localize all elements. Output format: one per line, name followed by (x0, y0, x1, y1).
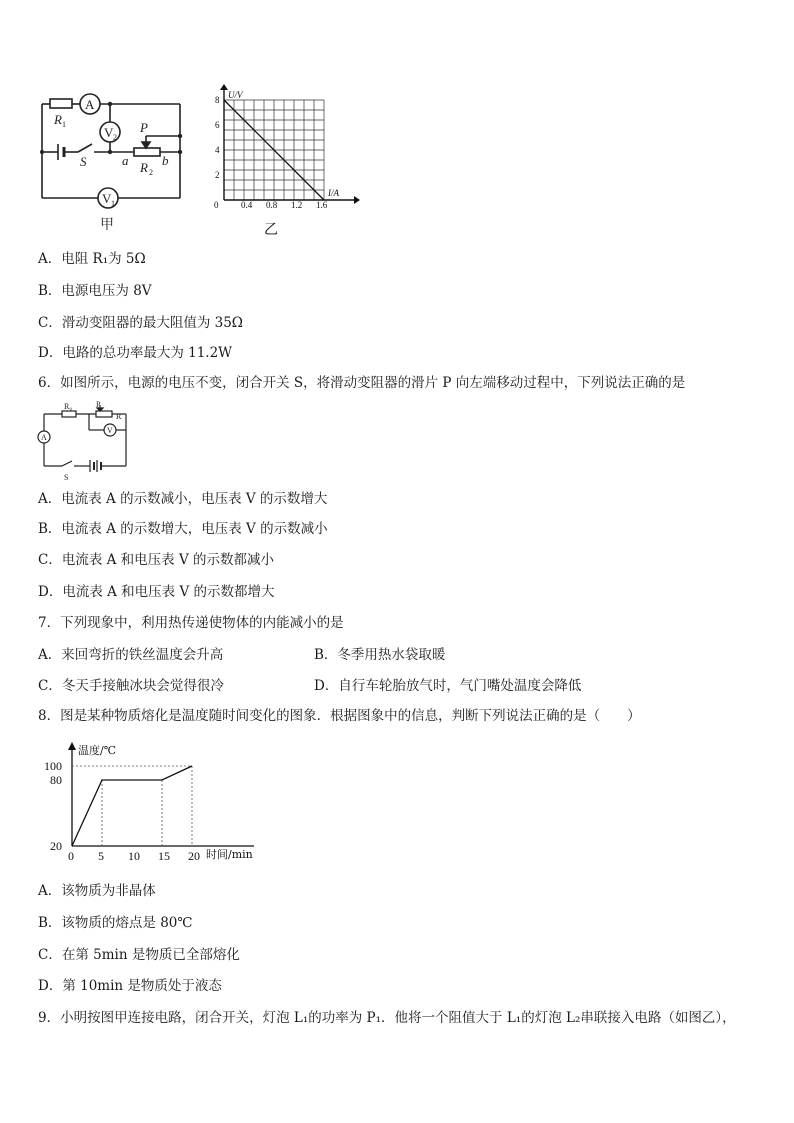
q8-option-b[interactable]: B．该物质的熔点是 80℃ (38, 915, 193, 931)
y-axis-label: 温度/℃ (78, 744, 117, 757)
x-tick: 10 (128, 849, 140, 863)
q7-stem: 7．下列现象中，利用热传递使物体的内能减小的是 (38, 615, 344, 631)
svg-text:a: a (122, 153, 129, 168)
y-tick: 2 (215, 170, 220, 180)
q7-option-b[interactable]: B．冬季用热水袋取暖 (314, 647, 446, 663)
q8-option-d[interactable]: D．第 10min 是物质处于液态 (38, 978, 222, 994)
svg-text:2: 2 (149, 168, 153, 177)
q5-option-b[interactable]: B．电源电压为 8V (38, 283, 152, 299)
graph-figure-yi (204, 82, 364, 242)
x-tick: 0 (214, 200, 219, 210)
x-tick: 1.6 (316, 200, 328, 210)
svg-text:1: 1 (111, 199, 115, 208)
svg-text:b: b (162, 153, 169, 168)
svg-text:V: V (104, 125, 114, 140)
svg-text:A: A (41, 433, 47, 442)
y-tick: 80 (50, 773, 62, 787)
q6-option-b[interactable]: B．电流表 A 的示数增大，电压表 V 的示数减小 (38, 521, 328, 537)
q6-stem: 6．如图所示，电源的电压不变，闭合开关 S，将滑动变阻器的滑片 P 向左端移动过程中，下列说法正确的是 (38, 375, 686, 391)
svg-text:V: V (102, 191, 112, 206)
q5-option-c[interactable]: C．滑动变阻器的最大阻值为 35Ω (38, 315, 243, 331)
q6-option-c[interactable]: C．电流表 A 和电压表 V 的示数都减小 (38, 552, 274, 568)
y-tick: 8 (215, 95, 220, 105)
q7-option-d[interactable]: D．自行车轮胎放气时，气门嘴处温度会降低 (314, 678, 582, 694)
x-tick: 0.8 (266, 200, 278, 210)
svg-text:V: V (107, 426, 113, 435)
x-tick: 0 (68, 849, 74, 863)
q8-stem: 8．图是某种物质熔化是温度随时间变化的图象．根据图象中的信息，判断下列说法正确的是（ ） (38, 708, 641, 724)
svg-text:2: 2 (113, 133, 117, 142)
svg-text:R: R (54, 112, 62, 127)
x-tick: 1.2 (291, 200, 303, 210)
figure-caption-yi: 乙 (264, 223, 278, 238)
q6-option-a[interactable]: A．电流表 A 的示数减小，电压表 V 的示数增大 (38, 491, 328, 507)
q5-option-d[interactable]: D．电路的总功率最大为 11.2W (38, 345, 233, 361)
svg-text:S: S (64, 473, 69, 482)
y-tick: 100 (44, 759, 62, 773)
circuit-figure-jia (36, 86, 196, 236)
x-tick: 0.4 (241, 200, 253, 210)
svg-text:R: R (116, 412, 122, 421)
q7-option-a[interactable]: A．来回弯折的铁丝温度会升高 (38, 647, 224, 663)
svg-text:P: P (140, 120, 148, 135)
melting-temperature-chart (40, 736, 270, 868)
x-tick: 20 (188, 849, 200, 863)
y-tick: 20 (50, 839, 62, 853)
figure-caption-jia: 甲 (100, 218, 114, 233)
x-tick: 5 (98, 849, 104, 863)
q9-stem: 9．小明按图甲连接电路，闭合开关，灯泡 L₁的功率为 P₁．他将一个阻值大于 L₁的灯泡 L₂串联接入电路（如图乙）， (38, 1010, 736, 1026)
q7-option-c[interactable]: C．冬天手接触冰块会觉得很冷 (38, 678, 224, 694)
svg-text:1: 1 (62, 120, 66, 129)
q8-option-c[interactable]: C．在第 5min 是物质已全部熔化 (38, 947, 240, 963)
circuit-figure-q6 (34, 400, 134, 482)
q8-option-a[interactable]: A．该物质为非晶体 (38, 883, 156, 899)
x-axis-label: I/A (328, 188, 339, 198)
svg-text:S: S (80, 154, 87, 169)
ammeter-label: A (85, 97, 95, 112)
temperature-curve (72, 766, 192, 846)
svg-text:R₀: R₀ (64, 402, 73, 411)
q5-option-a[interactable]: A．电阻 R₁为 5Ω (38, 251, 146, 267)
y-axis-label: U/V (228, 90, 243, 100)
y-tick: 4 (215, 145, 220, 155)
svg-text:R: R (140, 160, 148, 175)
x-tick: 15 (158, 849, 170, 863)
q6-option-d[interactable]: D．电流表 A 和电压表 V 的示数都增大 (38, 584, 275, 600)
svg-text:P: P (96, 400, 101, 409)
x-axis-label: 时间/min (206, 848, 253, 861)
y-tick: 6 (215, 120, 220, 130)
